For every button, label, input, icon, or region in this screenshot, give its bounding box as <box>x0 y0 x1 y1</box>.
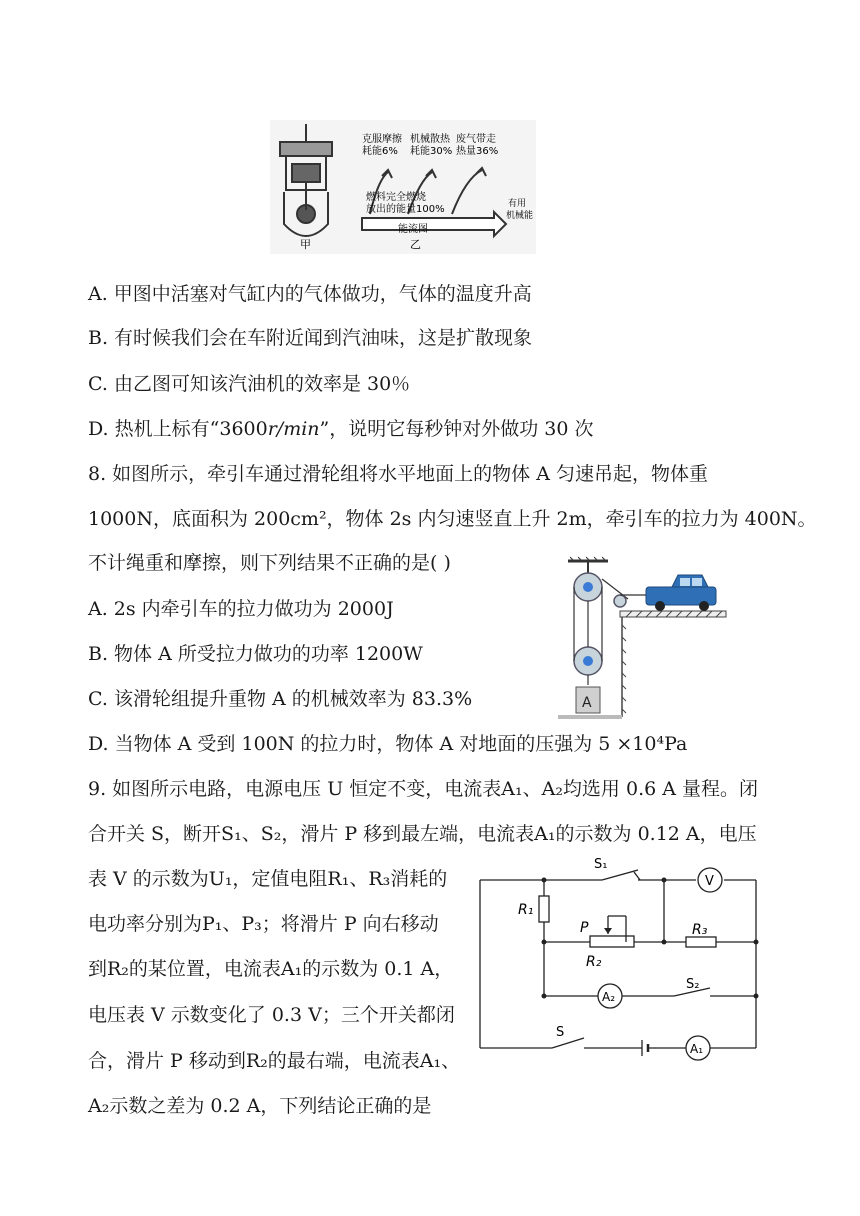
switch-s1-label: S₁ <box>594 857 608 872</box>
q7-option-d-unit: r/min <box>267 418 320 440</box>
q8-option-a: A. 2s 内牵引车的拉力做功为 2000J <box>88 598 394 620</box>
pulley-figure <box>556 555 732 721</box>
q7-option-d-pre: D. 热机上标有“ <box>88 418 220 440</box>
q7-option-d <box>88 417 594 441</box>
q9-stem-line-1: 9. 如图所示电路，电源电压 U 恒定不变，电流表A₁、A₂均选用 0.6 A 量程。闭 <box>88 778 758 800</box>
exhaust-label-1: 废气带走 <box>456 134 496 145</box>
engine-energy-svg <box>270 120 536 254</box>
r1-label: R₁ <box>518 902 534 918</box>
q9-stem-line-8: A₂示数之差为 0.2 A，下列结论正确的是 <box>88 1095 432 1117</box>
useful-label-2: 机械能 <box>506 211 534 221</box>
q9-stem-line-7: 合，滑片 P 移动到R₂的最右端，电流表A₁、 <box>88 1050 461 1072</box>
q7-option-b: B. 有时候我们会在车附近闻到汽油味，这是扩散现象 <box>88 327 533 349</box>
block-a-label: A <box>582 695 592 711</box>
q9-stem-line-3: 表 V 的示数为U₁，定值电阻R₁、R₃消耗的 <box>88 868 448 890</box>
q8-stem-line-1: 8. 如图所示，牵引车通过滑轮组将水平地面上的物体 A 匀速吊起，物体重 <box>88 463 708 485</box>
yi-label: 乙 <box>410 238 421 251</box>
q7-option-c: C. 由乙图可知该汽油机的效率是 30％ <box>88 373 411 395</box>
q7-option-a: A. 甲图中活塞对气缸内的气体做功，气体的温度升高 <box>88 283 532 305</box>
engine-energy-figure <box>270 120 536 254</box>
pulley-svg <box>556 555 732 721</box>
q9-stem-line-6: 电压表 V 示数变化了 0.3 V；三个开关都闭 <box>88 1004 455 1026</box>
friction-label-2: 耗能6% <box>362 146 398 157</box>
tow-truck <box>646 575 716 611</box>
heat-label-1: 机械散热 <box>410 134 450 145</box>
fuel-label-2: 放出的能量100% <box>366 204 445 215</box>
circuit-figure <box>474 852 770 1068</box>
q9-stem-line-4: 电功率分别为P₁、P₃；将滑片 P 向右移动 <box>88 913 439 935</box>
q8-stem-line-3: 不计绳重和摩擦，则下列结果不正确的是( ) <box>88 552 451 574</box>
ammeter-a1-label: A₁ <box>690 1042 704 1056</box>
heat-label-2: 耗能30% <box>410 146 453 157</box>
exhaust-label-2: 热量36% <box>456 146 499 157</box>
q8-option-b: B. 物体 A 所受拉力做功的功率 1200W <box>88 643 423 665</box>
q7-option-d-num: 3600 <box>219 418 268 440</box>
slider-p-label: P <box>580 920 589 936</box>
flow-title: 能流图 <box>398 224 428 235</box>
voltmeter-label: V <box>705 874 714 889</box>
useful-label-1: 有用 <box>508 199 527 209</box>
q9-stem-line-5: 到R₂的某位置，电流表A₁的示数为 0.1 A， <box>88 958 454 980</box>
q8-option-c: C. 该滑轮组提升重物 A 的机械效率为 83.3% <box>88 688 473 710</box>
r2-label: R₂ <box>586 954 602 970</box>
r3-label: R₃ <box>692 922 708 938</box>
q9-stem-line-2: 合开关 S，断开S₁、S₂，滑片 P 移到最左端，电流表A₁的示数为 0.12 A，电压 <box>88 823 757 845</box>
q8-stem-line-2: 1000N，底面积为 200cm²，物体 2s 内匀速竖直上升 2m，牵引车的拉力为 400N。 <box>88 508 817 530</box>
q8-option-d: D. 当物体 A 受到 100N 的拉力时，物体 A 对地面的压强为 5 ×10⁴Pa <box>88 733 688 755</box>
jia-label: 甲 <box>300 238 311 251</box>
switch-s-label: S <box>556 1025 565 1040</box>
friction-label-1: 克服摩擦 <box>362 134 402 145</box>
switch-s2-label: S₂ <box>686 977 700 992</box>
ammeter-a2-label: A₂ <box>602 990 616 1004</box>
fuel-label-1: 燃料完全燃烧 <box>366 192 426 203</box>
q7-option-d-post: ”，说明它每秒钟对外做功 30 次 <box>319 418 594 440</box>
circuit-svg <box>474 852 770 1068</box>
